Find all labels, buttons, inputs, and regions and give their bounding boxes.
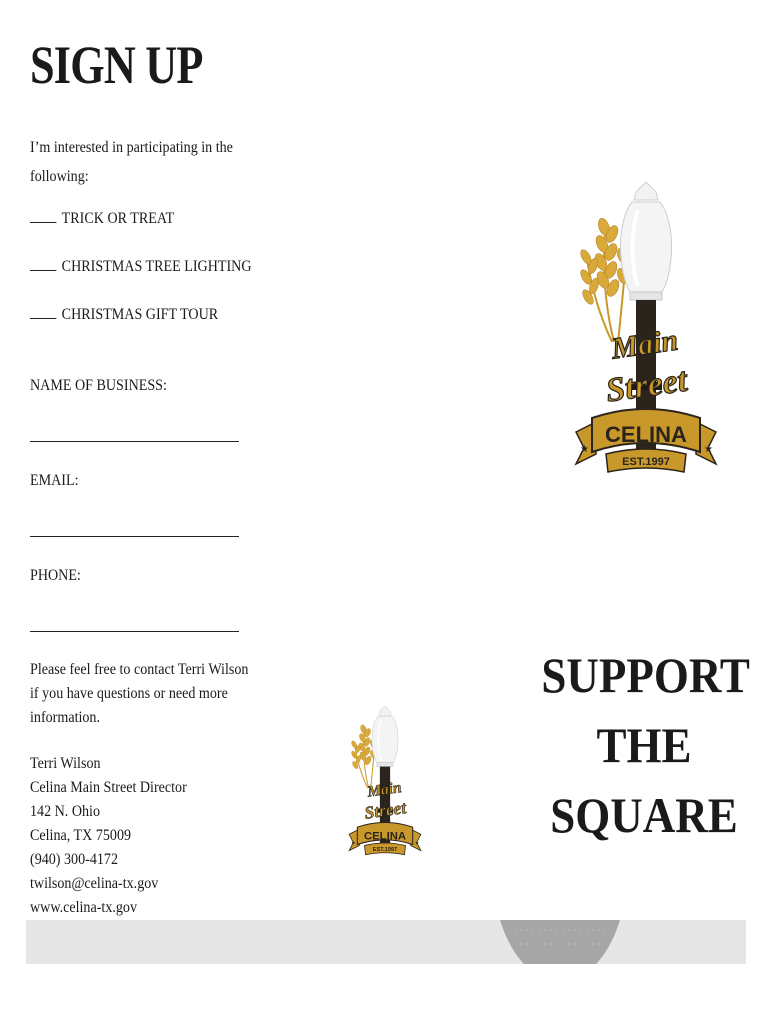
phone-field[interactable] (30, 631, 239, 632)
contact-note-line: information. (30, 709, 101, 726)
contact-name: Terri Wilson (30, 755, 101, 772)
contact-role: Celina Main Street Director (30, 779, 187, 796)
footer-globe-graphic (500, 920, 620, 964)
signup-intro-line: following: (30, 168, 89, 185)
main-street-celina-logo-large (566, 182, 726, 482)
logo-word-street: Street (363, 797, 408, 823)
logo-graphic (344, 706, 426, 860)
contact-note-line: if you have questions or need more (30, 685, 228, 702)
cover-title-line: SQUARE (550, 787, 738, 843)
cover-title-line: THE (596, 717, 692, 773)
signup-intro-line: I’m interested in participating in the (30, 139, 233, 156)
signup-intro (30, 136, 233, 189)
signup-option-christmas-gift-tour[interactable] (30, 303, 218, 327)
contact-phone: (940) 300-4172 (30, 851, 118, 868)
checkbox-blank[interactable] (30, 304, 56, 319)
logo-graphic (566, 182, 726, 482)
option-label: CHRISTMAS TREE LIGHTING (61, 258, 252, 275)
field-label-business: NAME OF BUSINESS: (30, 377, 167, 394)
signup-option-trick-or-treat[interactable] (30, 207, 174, 231)
signup-title: SIGN UP (30, 35, 203, 95)
contact-website-link[interactable]: www.celina-tx.gov (30, 899, 138, 916)
main-street-celina-logo-small (344, 706, 426, 860)
logo-word-main: Main (609, 323, 681, 366)
email-field[interactable] (30, 536, 239, 537)
option-label: CHRISTMAS GIFT TOUR (61, 306, 219, 323)
contact-email-link[interactable]: twilson@celina-tx.gov (30, 875, 159, 892)
logo-banner-celina: CELINA (364, 830, 406, 843)
field-label-email: EMAIL: (30, 472, 79, 489)
field-label-phone: PHONE: (30, 567, 81, 584)
contact-city: Celina, TX 75009 (30, 827, 132, 844)
logo-est: EST.1997 (372, 847, 398, 854)
logo-word-street: Street (603, 361, 690, 410)
business-name-field[interactable] (30, 441, 239, 442)
footer-band (26, 920, 746, 964)
contact-note (30, 658, 248, 730)
signup-option-christmas-tree-lighting[interactable] (30, 255, 251, 279)
logo-est: EST.1997 (622, 456, 670, 468)
contact-details (30, 752, 187, 920)
checkbox-blank[interactable] (30, 208, 56, 223)
cover-title-line: SUPPORT (541, 647, 750, 703)
contact-address: 142 N. Ohio (30, 803, 101, 820)
checkbox-blank[interactable] (30, 256, 56, 271)
logo-banner-celina: CELINA (605, 422, 687, 447)
contact-note-line: Please feel free to contact Terri Wilson (30, 661, 249, 678)
option-label: TRICK OR TREAT (61, 210, 175, 227)
cover-title (541, 640, 750, 850)
logo-word-main: Main (366, 779, 403, 801)
globe-silhouette (500, 920, 620, 964)
